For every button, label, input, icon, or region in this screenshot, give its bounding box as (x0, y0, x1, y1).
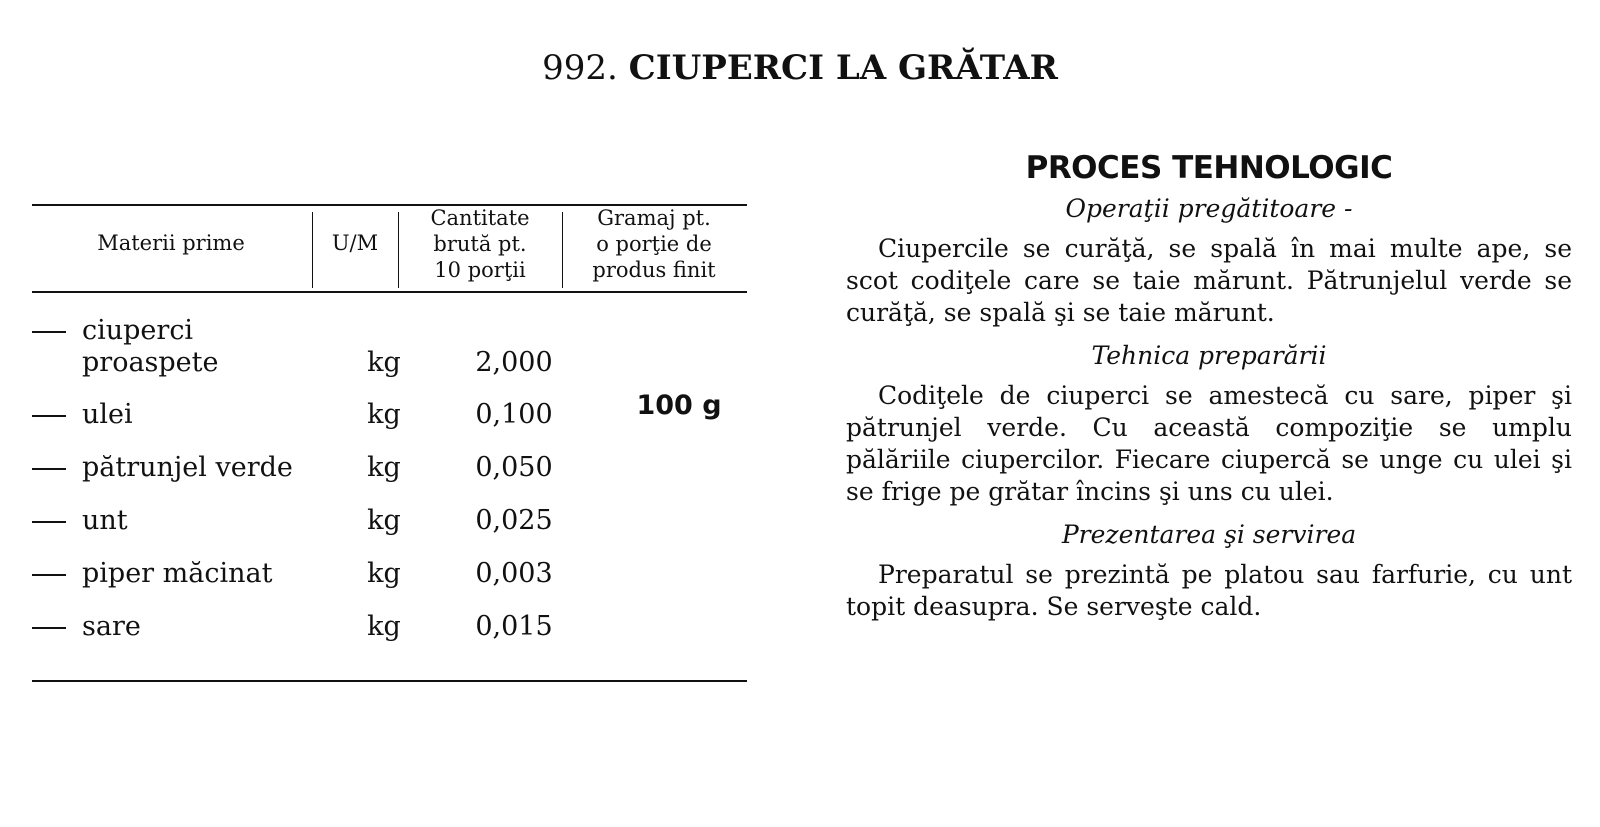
ingredient-unit: kg (367, 558, 401, 589)
section-heading: Prezentarea şi servirea (1061, 520, 1357, 549)
header-materials-label: Materii prime (97, 231, 245, 255)
recipe-title (0, 48, 1600, 88)
header-divider (562, 212, 563, 288)
header-unit (314, 230, 396, 256)
ingredient-name: ciuperci (82, 315, 194, 346)
table-row (32, 504, 747, 544)
header-divider (398, 212, 399, 288)
header-gross-line: Cantitate (430, 206, 530, 230)
dash-bullet (32, 574, 66, 576)
header-unit-label: U/M (331, 231, 379, 255)
ingredient-name: sare (82, 611, 141, 642)
process-section (846, 150, 1572, 635)
table-row (32, 557, 747, 597)
ingredient-name-continued: proaspete (82, 347, 219, 378)
process-title: PROCES TEHNOLOGIC (1025, 150, 1393, 186)
table-bottom-rule (32, 680, 747, 682)
ingredient-name: ulei (82, 399, 133, 430)
ingredient-name: pătrunjel verde (82, 452, 293, 483)
recipe-name: CIUPERCI LA GRĂTAR (628, 48, 1058, 88)
ingredient-quantity: 0,025 (475, 505, 553, 536)
portion-weight: 100 g (636, 390, 722, 421)
header-materials (32, 230, 310, 256)
header-portion-line: o porţie de (596, 232, 712, 256)
dash-bullet (32, 521, 66, 523)
section-text: Preparatul se prezintă pe platou sau farfurie, cu unt topit deasupra. Se serveşte cald. (846, 560, 1572, 621)
ingredient-name: unt (82, 505, 128, 536)
ingredient-name: piper măcinat (82, 558, 273, 589)
ingredient-unit: kg (367, 505, 401, 536)
header-divider (312, 212, 313, 288)
ingredient-unit: kg (367, 347, 401, 378)
ingredient-quantity: 0,100 (475, 399, 553, 430)
dash-bullet (32, 627, 66, 629)
ingredient-quantity: 0,015 (475, 611, 553, 642)
ingredient-unit: kg (367, 611, 401, 642)
header-portion-line: produs finit (592, 258, 716, 282)
table-row (32, 610, 747, 650)
table-row (32, 451, 747, 491)
section-heading: Operaţii pregătitoare - (1065, 194, 1353, 223)
header-portion (564, 205, 744, 283)
section-text: Ciupercile se curăţă, se spală în mai multe ape, se scot codiţele care se taie mărunt. Pătrunjelul verde se curăţă, se spală şi se taie mărunt. (846, 234, 1572, 327)
ingredient-unit: kg (367, 452, 401, 483)
ingredient-quantity: 0,003 (475, 558, 553, 589)
ingredient-quantity: 0,050 (475, 452, 553, 483)
table-header-rule (32, 291, 747, 293)
header-gross-line: 10 porţii (434, 258, 526, 282)
table-row (32, 314, 747, 384)
dash-bullet (32, 468, 66, 470)
recipe-number: 992. (542, 48, 618, 88)
ingredient-unit: kg (367, 399, 401, 430)
header-portion-line: Gramaj pt. (597, 206, 711, 230)
header-gross-line: brută pt. (433, 232, 527, 256)
section-heading: Tehnica preparării (1091, 341, 1327, 370)
section-text: Codiţele de ciuperci se amestecă cu sare, piper şi pătrunjel verde. Cu această compoziţie se umplu pălăriile ciupercilor. Fiecare ciupercă se unge cu ulei şi se frige pe grătar încins şi uns cu ulei. (846, 381, 1572, 506)
dash-bullet (32, 331, 66, 333)
ingredient-quantity: 2,000 (475, 347, 553, 378)
dash-bullet (32, 415, 66, 417)
header-gross (400, 205, 560, 283)
